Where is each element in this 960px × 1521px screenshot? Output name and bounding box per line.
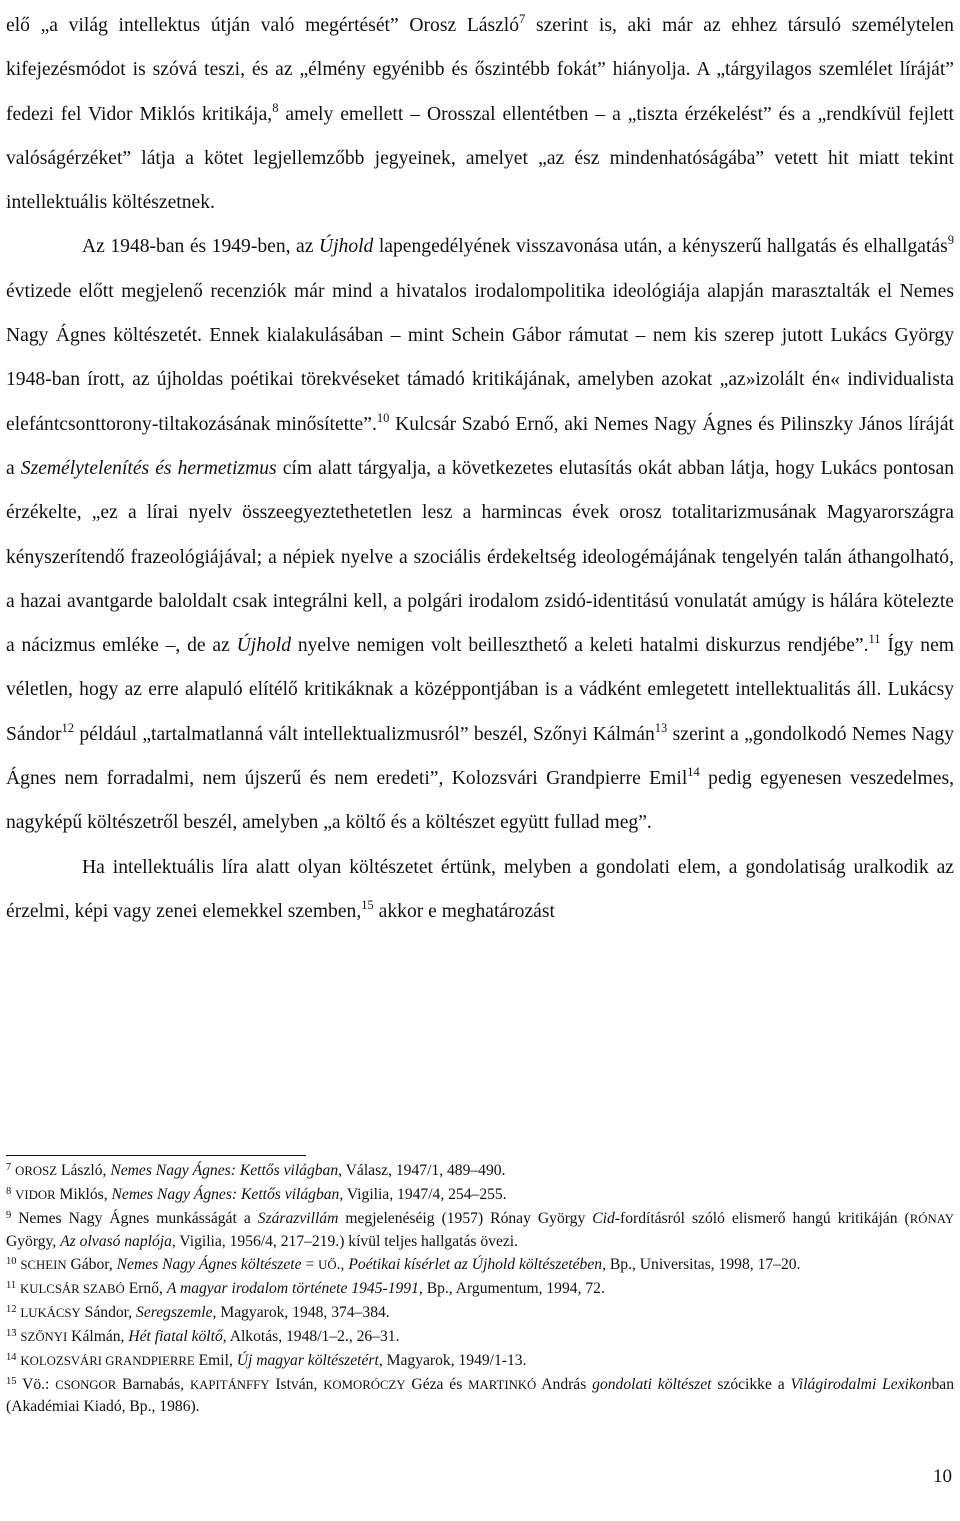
text-run: pedig egyenesen veszedelmes, nagyképű költészetről beszél, amelyben „a költő és a költészet együtt fullad meg”. — [6, 768, 954, 834]
footnote — [6, 1350, 954, 1373]
footnote-number: 14 — [6, 1351, 17, 1363]
italic-text: Személytelenítés és hermetizmus — [20, 457, 277, 479]
text-run: = — [301, 1255, 319, 1273]
text-run: megjelenéséig (1957) Rónay György — [338, 1210, 593, 1227]
italic-text: Szárazvillám — [257, 1210, 339, 1227]
author-surname: VIDOR — [15, 1188, 56, 1202]
footnote-number: 11 — [6, 1279, 17, 1291]
author-surname: UŐ — [318, 1257, 337, 1272]
footnote — [6, 1184, 954, 1207]
italic-text: Nemes Nagy Ágnes: Kettős világban — [111, 1186, 340, 1203]
text-run: szerint a „gondolkodó Nemes Nagy Ágnes nem forradalmi, nem újszerű és nem eredeti”, Kolozsvári Grandpierre Emil — [6, 723, 954, 790]
text-run: szerint is, aki már az ehhez társuló személytelen kifejezésmódot is szóvá teszi, és az „élmény egyénibb és őszintébb fokát” hiányolja. A „tárgyilagos szemlélet líráját” fedezi fel Vidor Miklós kritikája, — [6, 15, 954, 125]
text-run: akkor e meghatározást — [373, 900, 555, 922]
text-run: ban (Akadémiai Kiadó, Bp., 1986). — [6, 1375, 955, 1415]
footnote — [6, 1278, 954, 1301]
author-surname: KOLOZSVÁRI GRANDPIERRE — [20, 1353, 195, 1368]
text-run: Géza és — [405, 1375, 469, 1393]
author-surname: KULCSÁR SZABÓ — [20, 1281, 125, 1296]
footnote-ref: 8 — [272, 100, 279, 115]
italic-text: Új magyar költészetért — [236, 1351, 379, 1369]
footnote — [6, 1208, 954, 1252]
italic-text: Seregszemle, — [136, 1303, 217, 1321]
text-run: Magyarok, 1948, 374–384. — [216, 1303, 390, 1321]
text-run: , Magyarok, 1949/1-13. — [378, 1351, 527, 1369]
footnote-ref: 15 — [361, 897, 374, 912]
text-run: ., — [336, 1255, 349, 1273]
author-surname: OROSZ — [15, 1164, 58, 1178]
italic-text: gondolati költészet — [592, 1375, 712, 1393]
footnote-number: 7 — [6, 1162, 12, 1173]
text-run: Nemes Nagy Ágnes munkásságát a — [18, 1210, 258, 1227]
text-run: elő „a világ intellektus útján való megértését” Orosz László — [6, 15, 520, 36]
text-run: -fordításról szóló elismerő hangú kritikáján ( — [614, 1210, 910, 1227]
footnote — [6, 1160, 954, 1183]
text-run: Az 1948-ban és 1949-ben, az — [82, 236, 319, 258]
text-run: Miklós, — [55, 1186, 112, 1203]
text-run: Barnabás, — [116, 1375, 190, 1393]
text-run: lapengedélyének visszavonása után, a kényszerű hallgatás és elhallgatás — [373, 236, 948, 258]
text-run: , Vigilia, 1947/4, 254–255. — [339, 1186, 507, 1203]
text-run: , Alkotás, 1948/1–2., 26–31. — [222, 1327, 400, 1345]
author-surname: MARTINKÓ — [468, 1377, 537, 1392]
text-run: Így nem véletlen, hogy az erre alapuló elítélő kritikáknak a középpontjában is a vádként emlegetett intellektualitás áll. Lukácsy Sándor — [6, 635, 955, 745]
footnote-ref: 11 — [868, 632, 881, 647]
footnote-number: 10 — [6, 1255, 17, 1267]
italic-text: Újhold — [318, 236, 374, 258]
italic-text: Újhold — [236, 635, 292, 657]
author-surname: SZŐNYI — [20, 1329, 68, 1344]
italic-text: Világirodalmi Lexikon — [790, 1375, 932, 1393]
footnote-number: 13 — [6, 1327, 17, 1339]
text-run: Emil, — [194, 1351, 237, 1369]
italic-text: Nemes Nagy Ágnes: Kettős világban — [110, 1162, 339, 1179]
paragraph — [6, 225, 954, 845]
italic-text: Poétikai kísérlet az Újhold költészetében — [348, 1255, 603, 1273]
text-run: , Bp., Universitas, 1998, 17–20. — [602, 1255, 801, 1273]
footnote-ref: 12 — [61, 720, 75, 735]
text-run: amely emellett – Orosszal ellentétben – a „tiszta érzékelést” és a „rendkívül fejlett valóságérzéket” látja a kötet legjellemzőbb jegyeinek, amelyet „az ész mindenhatóságába” vetett hit miatt tekint intellektuális költészetnek. — [6, 103, 954, 214]
footnote-number: 9 — [6, 1210, 12, 1221]
text-run: Ernő, — [124, 1279, 167, 1297]
footnotes — [6, 1160, 954, 1419]
author-surname: KOMORÓCZY — [323, 1377, 406, 1392]
author-surname: LUKÁCSY — [20, 1305, 81, 1320]
footnote-number: 12 — [6, 1303, 17, 1315]
text-run: , Bp., Argumentum, 1994, 72. — [418, 1279, 605, 1297]
text-run: György, — [6, 1232, 61, 1250]
footnote-separator — [6, 1155, 306, 1156]
text-run: nyelve nemigen volt beilleszthető a keleti hatalmi diskurzus rendjébe”. — [291, 635, 869, 657]
text-run: Sándor, — [80, 1303, 137, 1321]
footnote-ref: 14 — [687, 765, 700, 780]
text-run: például „tartalmatlanná vált intellektualizmusról” beszél, Szőnyi Kálmán — [74, 723, 655, 745]
text-run: András — [536, 1375, 593, 1393]
text-run: szócikke a — [711, 1375, 791, 1393]
footnote-number: 8 — [6, 1186, 12, 1197]
text-run: Ha intellektuális líra alatt olyan költészetet értünk, melyben a gondolati elem, a gondolatiság uralkodik az érzelmi, képi vagy zenei elemekkel szemben, — [6, 856, 954, 922]
paragraph — [6, 846, 954, 935]
footnote — [6, 1302, 954, 1325]
text-run: , Válasz, 1947/1, 489–490. — [338, 1162, 506, 1179]
text-run: Gábor, — [66, 1255, 117, 1273]
text-run: István, — [269, 1375, 324, 1393]
footnote-ref: 13 — [654, 720, 668, 735]
author-surname: SCHEIN — [20, 1257, 67, 1272]
text-run: Kálmán, — [67, 1327, 129, 1345]
footnote — [6, 1326, 954, 1349]
text-run: évtizede előtt megjelenő recenziók már mind a hivatalos irodalompolitika ideológiája alapján marasztalták el Nemes Nagy Ágnes költészetét. Ennek kialakulásában – mint Schein Gábor rámutat – nem kis szerep jutott Lukács György 1948-ban írott, az újholdas poétikai törekvéseket támadó kritikájának, amelyben azokat „az»izolált én« individualista elefántcsonttorony-tiltakozásának minősítette”. — [6, 280, 954, 435]
author-surname: CSONGOR — [55, 1377, 117, 1392]
footnote — [6, 1254, 954, 1277]
italic-text: Hét fiatal költő — [128, 1327, 223, 1345]
text-run: cím alatt tárgyalja, a következetes elutasítás okát abban látja, hogy Lukács pontosan érzékelte, „ez a lírai nyelv összeegyeztethetetlen lesz a harmincas évek orosz totalitarizmusának Magyarországra kényszerítendő frazeológiájával; a népiek nyelve a szociális érdekeltség ideologémájának tengelyén talán áthangolható, a hazai avantgarde baloldalt csak integrálni kell, a polgári irodalom zsidó-identitású vonulatát amúgy is hálára kötelezte a nácizmus emléke –, de az — [6, 457, 954, 657]
italic-text: A magyar irodalom története 1945-1991 — [166, 1279, 419, 1297]
text-run: László, — [57, 1162, 111, 1179]
paragraph — [6, 4, 954, 225]
author-surname: RÓNAY — [909, 1212, 954, 1226]
footnote — [6, 1374, 954, 1418]
italic-text: Az olvasó naplója — [60, 1232, 172, 1250]
main-text — [6, 4, 954, 934]
footnote-ref: 10 — [376, 410, 390, 425]
italic-text: Nemes Nagy Ágnes költészete — [116, 1255, 302, 1273]
text-run: , Vigilia, 1956/4, 217–219.) kívül teljes hallgatás övezi. — [171, 1232, 519, 1250]
text-run: Vö.: — [22, 1375, 56, 1393]
page-number: 10 — [933, 1466, 952, 1487]
footnote-ref: 9 — [947, 233, 954, 248]
italic-text: Cid — [592, 1210, 615, 1227]
text-run: Kulcsár Szabó Ernő, aki Nemes Nagy Ágnes és Pilinszky János líráját a — [6, 413, 954, 479]
footnote-ref: 7 — [519, 12, 526, 26]
author-surname: KAPITÁNFFY — [189, 1377, 270, 1392]
footnote-number: 15 — [6, 1375, 17, 1387]
